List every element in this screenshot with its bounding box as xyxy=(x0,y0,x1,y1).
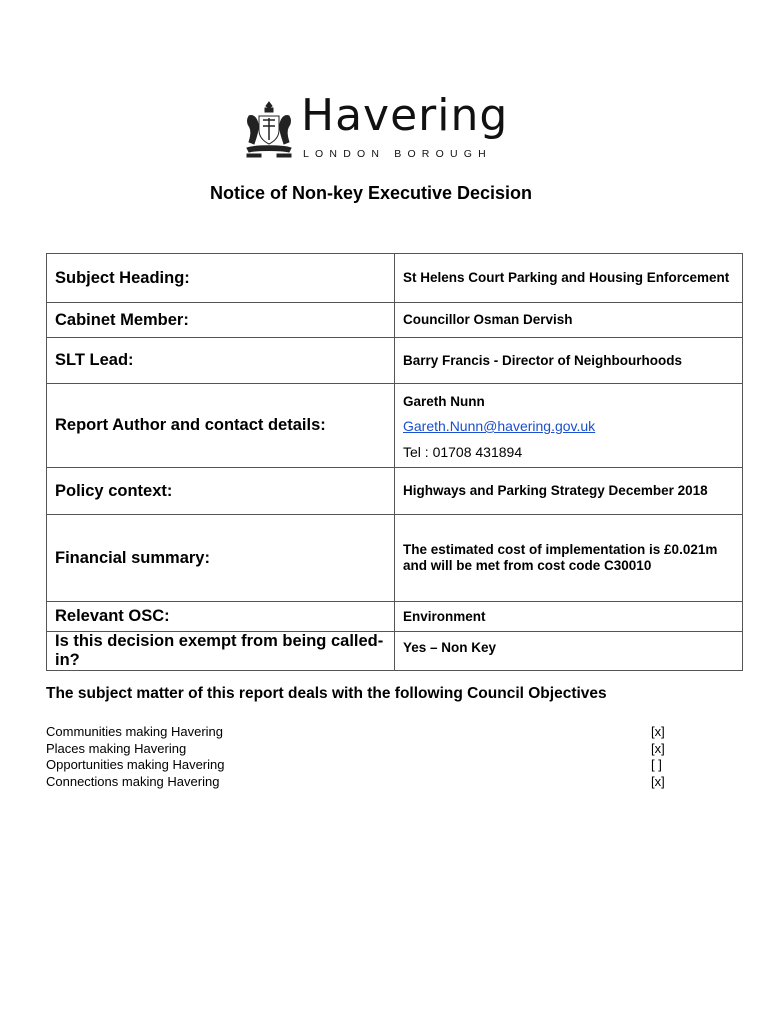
author-email-link[interactable]: Gareth.Nunn@havering.gov.uk xyxy=(403,418,596,434)
author-telephone: Tel : 01708 431894 xyxy=(403,444,523,460)
policy-context-value: Highways and Parking Strategy December 2018 xyxy=(395,468,743,515)
table-row xyxy=(47,468,743,515)
objectives-heading: The subject matter of this report deals with the following Council Objectives xyxy=(46,685,607,702)
cabinet-member-label: Cabinet Member: xyxy=(47,303,395,338)
policy-context-label: Policy context: xyxy=(47,468,395,515)
table-row xyxy=(47,384,743,468)
objective-label: Connections making Havering xyxy=(46,773,220,789)
objective-label: Opportunities making Havering xyxy=(46,757,225,772)
objective-mark: [x] xyxy=(651,724,665,739)
objective-mark: [x] xyxy=(651,740,665,756)
objective-mark: [ ] xyxy=(651,757,662,772)
coat-of-arms-icon xyxy=(243,100,295,160)
logo-wordmark: Havering xyxy=(301,90,509,141)
objective-label: Places making Havering xyxy=(46,740,187,756)
page-title: Notice of Non-key Executive Decision xyxy=(209,183,533,203)
table-row xyxy=(47,602,743,632)
cabinet-member-value: Councillor Osman Dervish xyxy=(395,303,743,338)
table-row xyxy=(47,338,743,384)
subject-heading-label: Subject Heading: xyxy=(47,254,395,303)
slt-lead-label: SLT Lead: xyxy=(47,338,395,384)
call-in-exempt-label: Is this decision exempt from being called-in? xyxy=(47,632,395,671)
list-item xyxy=(46,724,671,741)
logo-subtitle: LONDON BOROUGH xyxy=(303,148,492,160)
objective-mark: [x] xyxy=(651,773,665,789)
table-row xyxy=(47,632,743,671)
objectives-list xyxy=(46,724,671,790)
report-author-label: Report Author and contact details: xyxy=(47,384,395,468)
havering-logo xyxy=(243,90,533,162)
call-in-exempt-value: Yes – Non Key xyxy=(395,632,743,671)
subject-heading-value: St Helens Court Parking and Housing Enforcement xyxy=(395,254,743,303)
relevant-osc-label: Relevant OSC: xyxy=(47,602,395,632)
list-item xyxy=(46,757,671,774)
decision-details-table xyxy=(46,253,743,671)
table-row xyxy=(47,515,743,602)
slt-lead-value: Barry Francis - Director of Neighbourhoods xyxy=(395,338,743,384)
list-item xyxy=(46,741,671,758)
financial-summary-value: The estimated cost of implementation is £0.021m and will be met from cost code C30010 xyxy=(395,515,743,602)
objective-label: Communities making Havering xyxy=(46,724,224,739)
list-item xyxy=(46,774,671,791)
table-row xyxy=(47,254,743,303)
financial-summary-label: Financial summary: xyxy=(47,515,395,602)
report-author-value xyxy=(395,384,743,468)
table-row xyxy=(47,303,743,338)
author-name: Gareth Nunn xyxy=(403,394,485,409)
relevant-osc-value: Environment xyxy=(395,602,743,632)
